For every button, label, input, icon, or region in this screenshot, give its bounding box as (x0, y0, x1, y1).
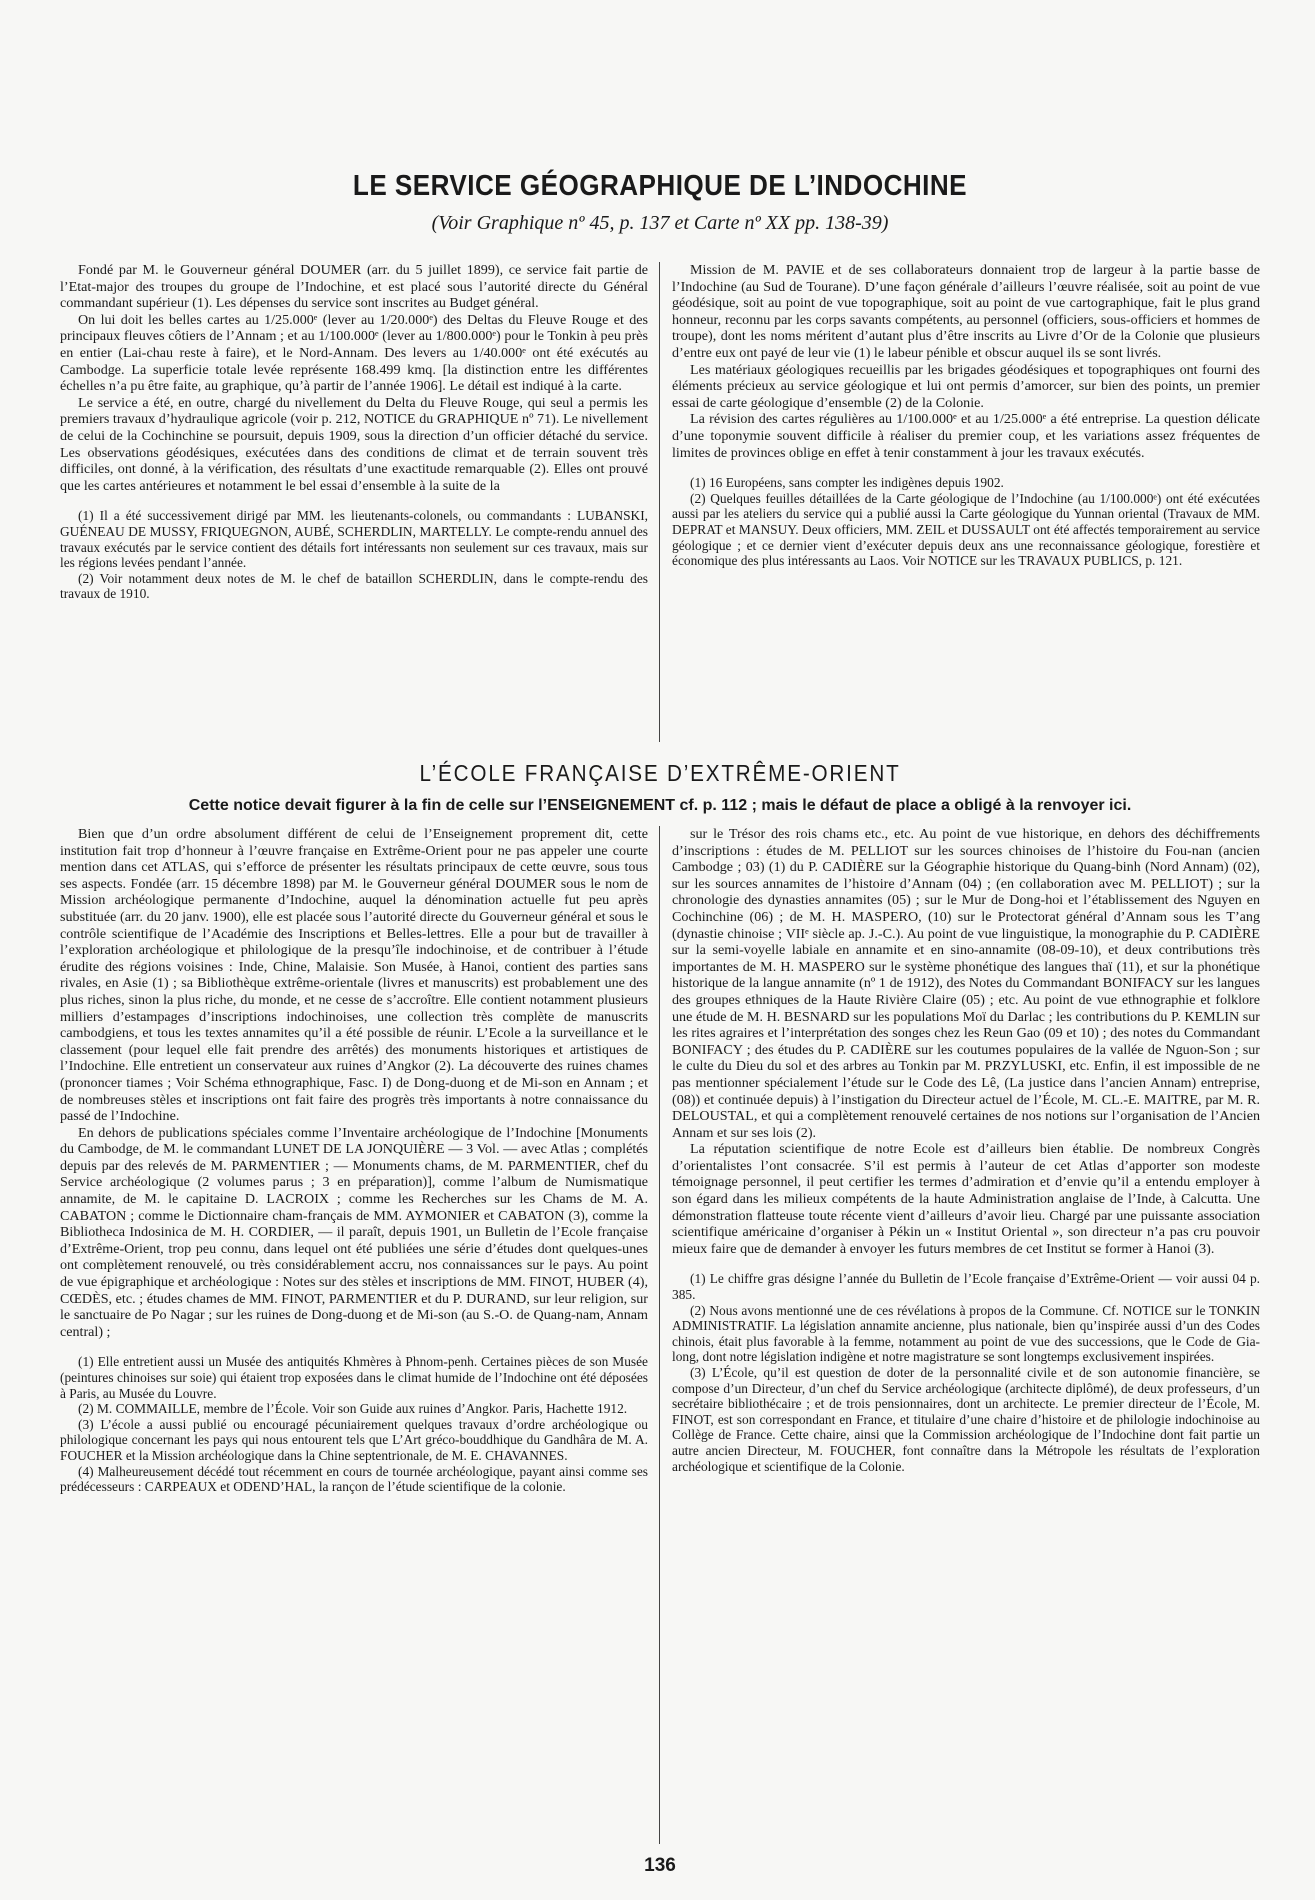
footnote: (1) Il a été successivement dirigé par MM. les lieutenants-colonels, ou commandants : LUBANSKI, GUÉNEAU DE MUSSY, FRIQUEGNON, AUBÉ, SCHERDLIN, MARTELLY. Le compte-rendu annuel des travaux exécutés par le service contient des détails fort intéressants non seulement sur ces travaux, mais sur les régions levées pendant l’année. (60, 508, 648, 571)
document-page (60, 0, 1260, 1900)
paragraph: Les matériaux géologiques recueillis par les brigades géodésiques et topographiques ont fourni des éléments précieux au service géologique et lui ont permis d’amorcer, sur bien des points, un premier essai de carte géologique d’ensemble (2) de la Colonie. (672, 361, 1260, 411)
paragraph: La révision des cartes régulières au 1/100.000ᵉ et au 1/25.000ᵉ a été entreprise. La question délicate d’une toponymie souvent difficile à réaliser du premier coup, et les variations assez fréquentes de limites de provinces oblige en effet à tenir constamment à jour les travaux exécutés. (672, 411, 1260, 461)
footnote: (1) 16 Européens, sans compter les indigènes depuis 1902. (690, 475, 1004, 491)
paragraph: En dehors de publications spéciales comme l’Inventaire archéologique de l’Indochine [Monuments du Cambodge, de M. le commandant LUNET DE LA JONQUIÈRE — 3 Vol. — avec Atlas ; complétés depuis par des relevés de M. PARMENTIER ; — Monuments chams, de M. PARMENTIER, chef du Service archéologique (2 volumes parus ; 3 en préparation)], comme l’album de Numismatique annamite, de M. le capitaine D. LACROIX ; comme les Recherches sur les Chams de M. A. CABATON ; comme le Dictionnaire cham-français de MM. AYMONIER et CABATON (3), comme la Bibliotheca Indosinica de M. H. CORDIER, — il paraît, depuis 1901, un Bulletin de l’Ecole française d’Extrême-Orient, trop peu connu, dans lequel ont été publiées une série d’études dont quelques-unes ont complètement renouvelé, ou très considérablement accru, nos connaissances sur le pays. Au point de vue épigraphique et archéologique : Notes sur des stèles et inscriptions de MM. FINOT, HUBER (4), CŒDÈS, etc. ; études chames de MM. FINOT, PARMENTIER et du P. DURAND, sur leur religion, sur le sanctuaire de Po Nagar ; sur les ruines de Dong-duong et de Mi-son (au S.-O. de Quang-nam, Annam central) ; (60, 1124, 648, 1340)
paragraph: Le service a été, en outre, chargé du nivellement du Delta du Fleuve Rouge, qui seul a permis les premiers travaux d’hydraulique agricole (voir p. 212, NOTICE du GRAPHIQUE nº 71). Le nivellement de celui de la Cochinchine se poursuit, depuis 1909, sous la direction d’un officier détaché du service. Les observations géodésiques, exécutées dans des conditions de climat et de terrain souvent très difficiles, ont donné, à la vérification, des résultats d’une exactitude remarquable (2). Elles ont prouvé que les cartes antérieures et notamment le bel essai d’ensemble à la suite de la (60, 394, 648, 494)
footnote: (3) L’école a aussi publié ou encouragé pécuniairement quelques travaux d’ordre archéologique ou philologique concernant les pays qui nous entourent tels que L’Art gréco-bouddhique du Gandhâra de M. A. FOUCHER et la Mission archéologique dans la Chine septentrionale, de M. E. CHAVANNES. (60, 1416, 648, 1463)
service-right-column (672, 262, 1260, 569)
footnote: (2) Nous avons mentionné une de ces révélations à propos de la Commune. Cf. NOTICE sur le TONKIN ADMINISTRATIF. La législation annamite ancienne, plus nationale, bien qu’inspirée aussi d’un des Codes chinois, était plus favorable à la femme, notamment au point de vue des successions, que le Code de Gia-long, dont notre législation indigène et notre magistrature se sont longtemps exclusivement inspirées. (672, 1302, 1260, 1365)
footnote: (2) M. COMMAILLE, membre de l’École. Voir son Guide aux ruines d’Angkor. Paris, Hachette 1912. (78, 1401, 628, 1417)
ecole-right-column (672, 826, 1260, 1474)
paragraph: Mission de M. PAVIE et de ses collaborateurs donnaient trop de largeur à la partie basse de l’Indochine (au Sud de Tourane). D’une façon générale d’ailleurs l’œuvre réalisée, soit au point de vue géodésique, soit au point de vue topographique, soit au point de vue cartographique, fait le plus grand honneur, reconnu par les corps savants compétents, au personnel (officiers, sous-officiers et hommes de troupe), dont les noms méritent d’autant plus d’être inscrits au Livre d’Or de la Colonie que plusieurs d’entre eux ont payé de leur vie (1) le labeur pénible et obscur auquel ils se sont livrés. (672, 262, 1260, 361)
page-number: 136 (644, 1855, 676, 1876)
paragraph: Fondé par M. le Gouverneur général DOUMER (arr. du 5 juillet 1899), ce service fait partie de l’Etat-major des troupes du groupe de l’Indochine, et est placé sous l’autorité directe du Général commandant supérieur (1). Les dépenses du service sont inscrites au Budget général. (60, 262, 648, 312)
section-note: Cette notice devait figurer à la fin de celle sur l’ENSEIGNEMENT cf. p. 112 ; mais le défaut de place a obligé à la renvoyer ici. (188, 797, 1132, 814)
paragraph: sur le Trésor des rois chams etc., etc. Au point de vue historique, en dehors des déchiffrements d’inscriptions : études de M. PELLIOT sur les sources chinoises de l’histoire du Fou-nan (ancien Cambodge ; 03) (1) du P. CADIÈRE sur la Géographie historique du Quang-binh (Nord Annam) (02), sur les sources annamites de l’histoire d’Annam (04) ; (en collaboration avec M. PELLIOT) ; sur la chronologie des dynasties annamites (05) ; sur le Mur de Dong-hoi et l’établissement des Nguyen en Cochinchine (06) ; de M. H. MASPERO, (10) sur le Protectorat général d’Annam sous les T’ang (dynastie chinoise ; VIIᵉ siècle ap. J.-C.). Au point de vue linguistique, la monographie du P. CADIÈRE sur la semi-voyelle labiale en annamite et en sino-annamite (08-09-10), et deux contributions très importantes de M. H. MASPERO sur le système phonétique des langues thaï (11), et sur la phonétique historique de la langue annamite (nº 1 de 1912), des Notes du Commandant BONIFACY sur les langues des groupes ethniques de la Haute Rivière Claire (05) ; etc. Au point de vue ethnographie et folklore une étude de M. H. BESNARD sur les populations Moï du Darlac ; les contributions du P. KEMLIN sur les rites agraires et l’interprétation des songes chez les Reun Gao (09 et 10) ; des notes du Commandant BONIFACY ; des études du P. CADIÈRE sur les coutumes populaires de la vallée de Nguon-Son ; sur le culte du Dieu du sol et des arbres au Tonkin par M. PRZYLUSKI, etc. Enfin, il est impossible de ne pas mentionner spécialement l’étude sur le Code des Lê, (La justice dans l’ancien Annam) entreprise, (08)) et continuée depuis) à l’instigation du Directeur actuel de l’École, M. CL.-E. MAITRE, par M. R. DELOUSTAL, et qui a complètement renouvelé certaines de nos notions sur l’organisation de l’Ancien Annam et sur ses lois (2). (672, 826, 1260, 1141)
paragraph: On lui doit les belles cartes au 1/25.000ᵉ (lever au 1/20.000ᵉ) des Deltas du Fleuve Rouge et des principaux fleuves côtiers de l’Annam ; et au 1/100.000ᵉ (lever au 1/800.000ᵉ) pour le Tonkin à peu près en entier (Lai-chau reste à faire), et le Nord-Annam. Des levers au 1/40.000ᵉ ont été exécutés au Cambodge. La superficie totale levée représente 168.499 kmq. [la distinction entre les différentes échelles n’a pu être faite, au graphique, qu’à partir de l’année 1906]. Le détail est indiqué à la carte. (60, 311, 648, 395)
page-subtitle: (Voir Graphique nº 45, p. 137 et Carte nº XX pp. 138-39) (431, 212, 889, 234)
footnote: (3) L’École, qu’il est question de doter de la personnalité civile et de son autonomie financière, se compose d’un Directeur, d’un chef du Service archéologique (architecte diplômé), de deux professeurs, d’un secrétaire bibliothécaire ; et de trois pensionnaires, dont un architecte. Le premier directeur de l’École, M. FINOT, est son correspondant en France, et titulaire d’une chaire d’histoire et de philologie indochinoise au Collège de France. Cette chaire, ainsi que la Commission archéologique de l’Indochine dont fait partie un autre ancien Directeur, M. FOUCHER, font connaître dans la Métropole les résultats de l’exploration archéologique et scientifique de la Colonie. (672, 1365, 1260, 1474)
footnote: (4) Malheureusement décédé tout récemment en cours de tournée archéologique, payant ainsi comme ses prédécesseurs : CARPEAUX et ODEND’HAL, la rançon de l’étude scientifique de la colonie. (60, 1463, 648, 1495)
page-title: LE SERVICE GÉOGRAPHIQUE DE L’INDOCHINE (352, 170, 968, 202)
footnote: (2) Voir notamment deux notes de M. le chef de bataillon SCHERDLIN, dans le compte-rendu des travaux de 1910. (60, 570, 648, 602)
ecole-left-column (60, 826, 648, 1495)
footnote: (1) Elle entretient aussi un Musée des antiquités Khmères à Phnom-penh. Certaines pièces de son Musée (peintures chinoises sur soie) qui étaient trop exposées dans le climat humide de l’Indochine ont été déposées à Paris, au Musée du Louvre. (60, 1354, 648, 1401)
column-divider (659, 262, 660, 742)
column-divider (659, 826, 660, 1844)
footnote: (1) Le chiffre gras désigne l’année du Bulletin de l’Ecole française d’Extrême-Orient — voir aussi 04 p. 385. (672, 1271, 1260, 1303)
footnote: (2) Quelques feuilles détaillées de la Carte géologique de l’Indochine (au 1/100.000ᵉ) ont été exécutées aussi par les ateliers du service qui a publié aussi la Carte géologique du Yunnan oriental (Travaux de MM. DEPRAT et MANSUY. Deux officiers, MM. ZEIL et DUSSAULT ont été affectés temporairement au service géologique ; et ce dernier vient d’exécuter depuis deux ans une reconnaissance géologique, forestière et économique des plus intéressants au Laos. Voir NOTICE sur les TRAVAUX PUBLICS, p. 121. (672, 490, 1260, 569)
service-left-column (60, 262, 648, 602)
section-title: L’ÉCOLE FRANÇAISE D’EXTRÊME-ORIENT (419, 760, 901, 786)
paragraph: La réputation scientifique de notre Ecole est d’ailleurs bien établie. De nombreux Congrès d’orientalistes l’ont consacrée. S’il est permis à l’auteur de cet Atlas d’apporter son modeste témoignage personnel, il peut certifier les termes d’admiration et d’envie qu’il a entendu employer à son égard dans les milieux compétents de la haute Administration anglaise de l’Inde, à Calcutta. Une démonstration flatteuse toute récente vient d’ailleurs d’avoir lieu. Chargé par une puissante association scientifique américaine d’organiser à Pékin un « Institut Oriental », son directeur n’a pas cru pouvoir mieux faire que de demander à envoyer les futurs membres de cet Institut se former à Hanoi (3). (672, 1141, 1260, 1257)
paragraph: Bien que d’un ordre absolument différent de celui de l’Enseignement proprement dit, cette institution fait trop d’honneur à l’œuvre française en Extrême-Orient pour ne pas appeler une courte mention dans cet ATLAS, qui s’efforce de présenter les résultats principaux de cette œuvre, sous tous ses aspects. Fondée (arr. 15 décembre 1898) par M. le Gouverneur général DOUMER sous le nom de Mission archéologique permanente d’Indochine, auquel la dénomination actuelle fut peu après substituée (arr. du 20 janv. 1900), elle est placée sous l’autorité directe du Gouverneur général et sous le contrôle scientifique de l’Académie des Inscriptions et Belles-lettres. Elle a pour but de travailler à l’exploration archéologique et philologique de la presqu’île indochinoise, et de contribuer à l’étude érudite des régions voisines : Inde, Chine, Malaisie. Son Musée, à Hanoi, contient des parties sans rivales, en Asie (1) ; sa Bibliothèque extrême-orientale (livres et manuscrits) est probablement une des plus riches, sinon la plus riche, du monde, et ne cesse de s’accroître. Elle contient notamment plusieurs milliers d’estampages d’inscriptions indochinoises, une collection très complète de manuscrits cambodgiens, et tous les textes annamites qu’il a été possible de réunir. L’Ecole a la surveillance et le classement (pour lequel elle fait prendre des arrêtés) des monuments historiques et artistiques de l’Indochine. Elle entretient un conservateur aux ruines d’Angkor (2). La découverte des ruines chames (prononcer tiames ; Voir Schéma ethnographique, Fasc. I) de Dong-duong et de Mi-son en Annam ; et de nombreuses stèles et inscriptions ont fait faire des progrès très importants à notre connaissance du passé de l’Indochine. (60, 826, 648, 1125)
